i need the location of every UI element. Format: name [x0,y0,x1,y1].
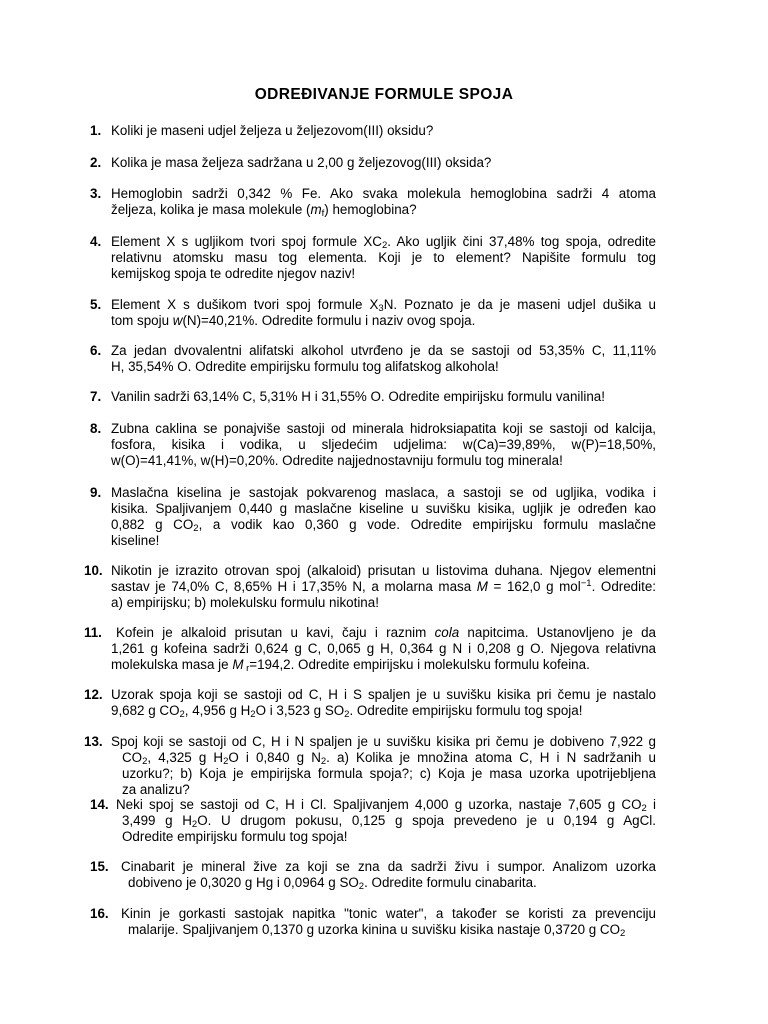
problem-text-line: 1,261 g kofeina sadrži 0,624 g C, 0,065 g H, 0,364 g N i 0,208 g O. Njegova relativna [111,641,656,656]
problem-item [90,389,656,405]
problem-text-line: 0,882 g $CO_2$, a vodik kao 0,360 g vode. Odredite empirijsku formulu maslačne [111,517,656,534]
problem-text-line: za analizu? [122,782,190,797]
problem-number: 7. [90,389,102,404]
problem-number: 14. [90,797,109,812]
problem-item [90,186,656,219]
problem-text-line: Za jedan dvovalentni alifatski alkohol utvrđeno je da se sastoji od 53,35% C, 11,11% [111,343,656,358]
problem-text-line: tom spoju w(N)=40,21%. Odredite formulu i naziv ovog spoja. [111,313,476,328]
problem-text-line: Maslačna kiselina je sastojak pokvarenog maslaca, a sastoji se od ugljika, vodika i [111,485,656,500]
document-title: ODREĐIVANJE FORMULE SPOJA [254,86,514,103]
problem-text-line: Element X s dušikom tvori spoj formule $X_3N$. Poznato je da je maseni udjel dušika u [111,297,656,314]
problem-text-line: w(O)=41,41%, w(H)=0,20%. Odredite najjednostavniju formulu tog minerala! [111,453,563,468]
problem-text-line: Zubna caklina se ponajviše sastoji od minerala hidroksiapatita koji se sastoji od kalcija, [111,421,656,436]
problem-number: 12. [84,687,103,702]
problem-number: 1. [90,123,102,138]
problem-number: 3. [90,186,102,201]
problem-item [90,234,656,282]
problem-number: 15. [90,859,109,874]
problem-text-line: $CO_2$, 4,325 g $H_2O$ i 0,840 g $N_2$. a) Kolika je množina atoma C, H i N sadržanih u [122,750,656,767]
problem-number: 11. [84,625,102,640]
problem-text-line: željeza, kolika je masa molekule $(m_f)$ hemoglobina? [111,202,417,219]
problem-text-line: dobiveno je 0,3020 g Hg i 0,0964 g $SO_2$. Odredite formulu cinabarita. [128,875,537,892]
problem-text-line: Spoj koji se sastoji od C, H i N spaljen je u suvišku kisika pri čemu je dobiveno 7,922 g [111,734,656,749]
problem-text-line: kemijskog spoja te odredite njegov naziv! [111,266,356,281]
problem-text-line: Hemoglobin sadrži 0,342 % Fe. Ako svaka molekula hemoglobina sadrži 4 atoma [111,186,656,201]
problem-text-line: relativnu atomsku masu tog elementa. Koji je to element? Napišite formulu tog [111,250,656,265]
problem-text-line: malarije. Spaljivanjem 0,1370 g uzorka kinina u suvišku kisika nastaje 0,3720 g $CO_2$ [128,922,626,939]
problem-text-line: Koliki je maseni udjel željeza u željezovom(III) oksidu? [111,123,434,138]
problem-item [90,797,657,845]
problem-text-line: Vanilin sadrži 63,14% C, 5,31% H i 31,55% O. Odredite empirijsku formulu vanilina! [111,389,605,404]
problem-number: 2. [90,155,102,170]
problem-item [84,563,656,611]
problem-text-line: fosfora, kisika i vodika, u sljedećim udjelima: w(Ca)=39,89%, w(P)=18,50%, [111,437,656,452]
problem-number: 6. [90,343,102,358]
problem-item [90,343,656,375]
problem-text-line: Kofein je alkaloid prisutan u kavi, čaju i raznim cola napitcima. Ustanovljeno je da [116,625,656,640]
problem-item [90,155,656,171]
problem-text-line: Kinin je gorkasti sastojak napitka "tonic water", a također se koristi za prevenciju [121,906,656,921]
problem-number: 8. [90,421,102,436]
problem-text-line: uzorku?; b) Koja je empirijska formula spoja?; c) Koja je masa uzorka upotrijebljena [122,766,656,781]
problem-item [90,485,656,549]
problem-text-line: Kolika je masa željeza sadržana u 2,00 g željezovog(III) oksida? [111,155,492,170]
problem-text-line: Element X s ugljikom tvori spoj formule $XC_2$. Ako ugljik čini 37,48% tog spoja, odredite [111,234,656,251]
problem-item [90,123,656,139]
problem-number: 16. [90,906,109,921]
problem-item [90,906,656,939]
problem-text-line: Neki spoj se sastoji od C, H i Cl. Spaljivanjem 4,000 g uzorka, nastaje 7,605 g $CO_2$ i [116,797,657,814]
problem-number: 13. [84,734,103,749]
problem-item [84,687,656,720]
problem-number: 4. [90,234,102,249]
problem-text-line: a) empirijsku; b) molekulsku formulu nikotina! [111,595,379,610]
problem-number: 5. [90,297,102,312]
problem-text-line: Uzorak spoja koji se sastoji od C, H i S spaljen je u suvišku kisika pri čemu je nastalo [111,687,656,702]
problem-number: 10. [84,563,103,578]
problem-number: 9. [90,485,102,500]
problem-text-line: molekulska masa je M $_r$=194,2. Odredite empirijsku i molekulsku formulu kofeina. [111,657,590,674]
problem-item [90,859,656,892]
problem-item [84,734,656,798]
problem-text-line: 9,682 g $CO_2$, 4,956 g $H_2O$ i 3,523 g $SO_2$. Odredite empirijsku formulu tog spoja! [111,703,583,720]
problem-text-line: Odredite empirijsku formulu tog spoja! [122,829,348,844]
problem-item [90,297,656,329]
problem-text-line: H, 35,54% O. Odredite empirijsku formulu tog alifatskog alkohola! [111,359,499,374]
problem-item [84,625,656,674]
problem-text-line: kisika. Spaljivanjem 0,440 g maslačne kiseline u suvišku kisika, ugljik je određen kao [111,501,656,516]
problem-text-line: 3,499 g $H_2O$. U drugom pokusu, 0,125 g spoja prevedeno je u 0,194 g AgCl. [122,813,656,830]
problem-text-line: Cinabarit je mineral žive za koji se zna da sadrži živu i sumpor. Analizom uzorka [121,859,656,874]
problem-text-line: Nikotin je izrazito otrovan spoj (alkaloid) prisutan u listovima duhana. Njegov elementni [111,563,656,578]
problem-item [90,421,656,469]
problem-text-line: kiseline! [111,533,160,548]
problem-text-line: sastav je 74,0% C, 8,65% H i 17,35% N, a molarna masa M = 162,0 g mol$^{-1}$. Odredite: [111,578,656,594]
